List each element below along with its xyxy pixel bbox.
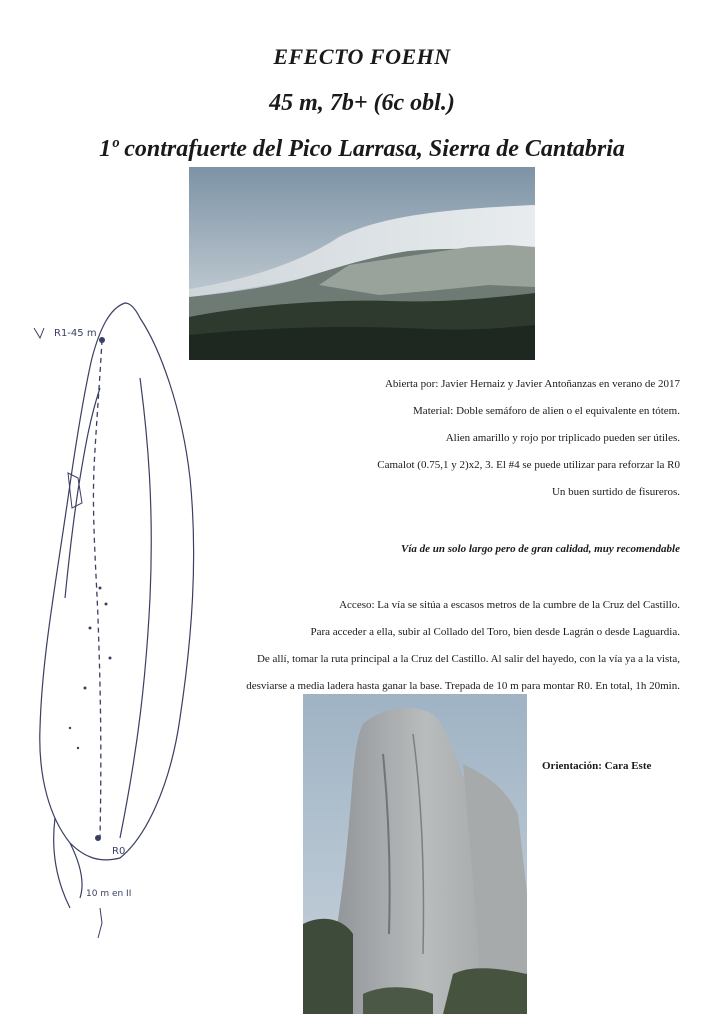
info-line-2: Material: Doble semáforo de alien o el equivalente en tótem. (413, 405, 680, 417)
info-line-4: Camalot (0.75,1 y 2)x2, 3. El #4 se puede utilizar para reforzar la R0 (377, 459, 680, 471)
info-line-3: Alien amarillo y rojo por triplicado pueden ser útiles. (445, 432, 680, 444)
access-line-4: desviarse a media ladera hasta ganar la base. Trepada de 10 m para montar R0. En total, 1h 20min. (246, 680, 680, 692)
photo-rock-pillar (303, 694, 527, 1014)
photo-foehn-cloud (189, 167, 535, 360)
topo-anchor-bottom-label: R0 (112, 846, 126, 857)
topo-anchor-top-label: R1-45 m (54, 328, 97, 339)
orientation-label: Orientación: Cara Este (542, 760, 652, 772)
info-line-1: Abierta por: Javier Hernaiz y Javier Antoñanzas en verano de 2017 (384, 378, 680, 390)
route-title: EFECTO FOEHN (273, 44, 451, 69)
topo-approach-label: 10 m en II (86, 889, 132, 899)
access-line-1: Acceso: La vía se sitúa a escasos metros de la cumbre de la Cruz del Castillo. (339, 599, 680, 611)
route-location: 1º contrafuerte del Pico Larrasa, Sierra de Cantabria (99, 136, 625, 162)
info-line-5: Un buen surtido de fisureros. (551, 486, 680, 498)
access-line-2: Para acceder a ella, subir al Collado del Toro, bien desde Lagrán o desde Laguardia. (310, 626, 680, 638)
route-grade: 45 m, 7b+ (6c obl.) (269, 90, 455, 116)
route-highlight: Vía de un solo largo pero de gran calidad, muy recomendable (401, 543, 680, 555)
route-topo-sketch (30, 298, 205, 948)
access-line-3: De allí, tomar la ruta principal a la Cruz del Castillo. Al salir del hayedo, con la vía ya a la vista, (256, 653, 680, 665)
